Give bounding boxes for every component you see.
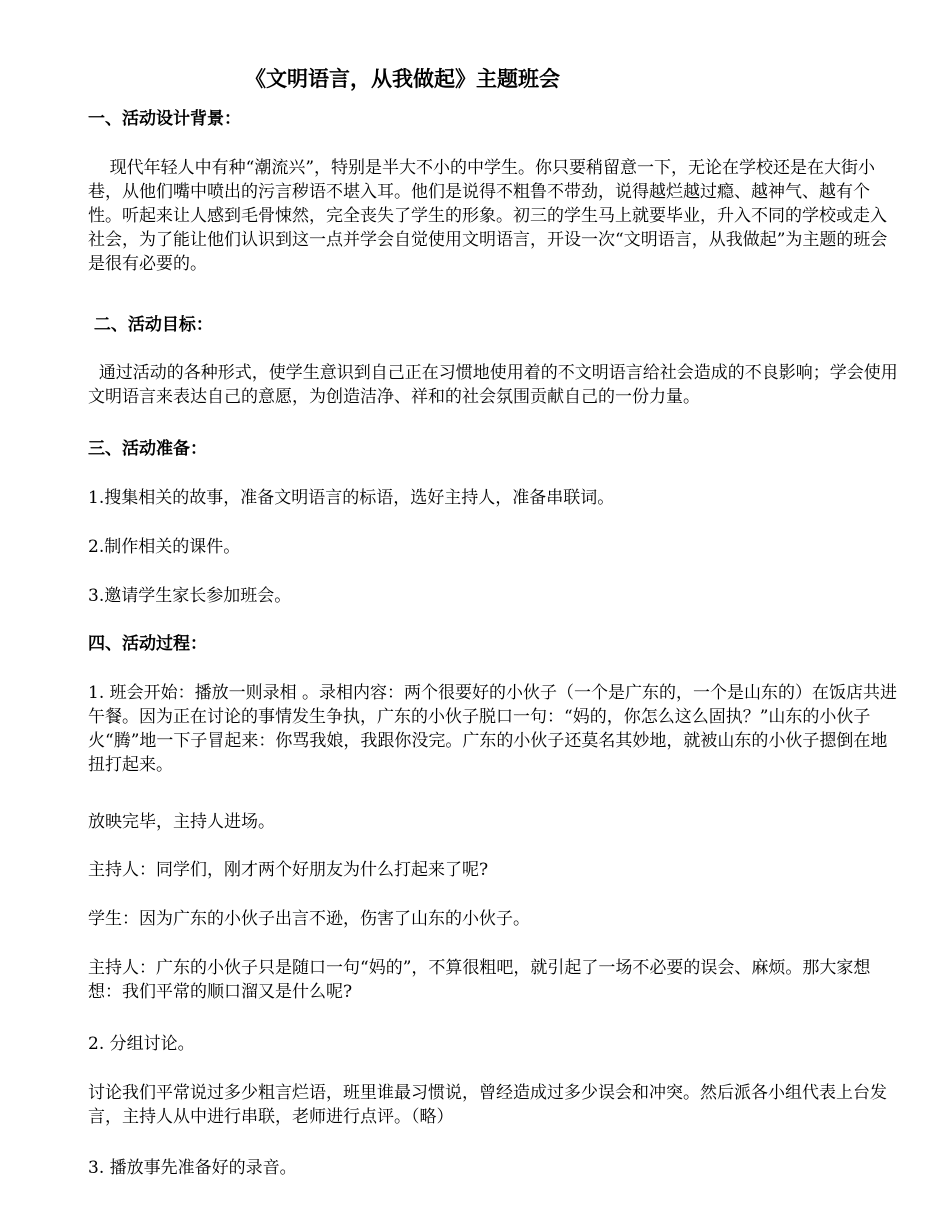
section-heading-background: 一、活动设计背景： bbox=[88, 109, 241, 129]
document-title: 《文明语言，从我做起》主题班会 bbox=[245, 66, 560, 91]
goal-paragraph: 通过活动的各种形式，使学生意识到自己正在习惯地使用着的不文明语言给社会造成的不良影响；学会使用文明语言来表达自己的意愿，为创造洁净、祥和的社会氛围贡献自己的一份力量。 bbox=[88, 363, 898, 407]
section-heading-goal: 二、活动目标： bbox=[88, 315, 213, 335]
background-paragraph: 现代年轻人中有种“潮流兴”，特别是半大不小的中学生。你只要稍留意一下，无论在学校还是在大街小巷，从他们嘴中喷出的污言秽语不堪入耳。他们是说得不粗鲁不带劲，说得越烂越过瘾、越神气、越有个性。听起来让人感到毛骨悚然，完全丧失了学生的形象。初三的学生马上就要毕业，升入不同的学校或走入社会，为了能让他们认识到这一点并学会自觉使用文明语言，开设一次“文明语言，从我做起”为主题的班会是很有必要的。 bbox=[88, 158, 888, 274]
section-heading-prep: 三、活动准备： bbox=[88, 439, 207, 459]
prep-item: 2.制作相关的课件。 bbox=[88, 537, 241, 557]
process-paragraph: 放映完毕，主持人进场。 bbox=[88, 812, 275, 832]
process-paragraph: 主持人：同学们，刚才两个好朋友为什么打起来了呢? bbox=[88, 860, 489, 880]
prep-item: 3.邀请学生家长参加班会。 bbox=[88, 586, 292, 606]
process-paragraph: 主持人：广东的小伙子只是随口一句“妈的”，不算很粗吧，就引起了一场不必要的误会、麻烦。那大家想想：我们平常的顺口溜又是什么呢? bbox=[88, 958, 871, 1002]
process-paragraph: 学生：因为广东的小伙子出言不逊，伤害了山东的小伙子。 bbox=[88, 909, 530, 929]
process-paragraph: 讨论我们平常说过多少粗言烂语，班里谁最习惯说，曾经造成过多少误会和冲突。然后派各小组代表上台发言，主持人从中进行串联，老师进行点评。（略） bbox=[88, 1083, 887, 1127]
process-paragraph: 2. 分组讨论。 bbox=[88, 1034, 195, 1054]
section-heading-process: 四、活动过程： bbox=[88, 634, 207, 654]
process-paragraph: 1. 班会开始：播放一则录相 。录相内容：两个很要好的小伙子（一个是广东的，一个是山东的）在饭店共进午餐。因为正在讨论的事情发生争执，广东的小伙子脱口一句：“妈的，你怎么这么固执？”山东的小伙子火“腾”地一下子冒起来：你骂我娘，我跟你没完。广东的小伙子还莫名其妙地，就被山东的小伙子摁倒在地扭打起来。 bbox=[88, 683, 898, 775]
prep-item: 1.搜集相关的故事，准备文明语言的标语，选好主持人，准备串联词。 bbox=[88, 488, 615, 508]
process-paragraph: 3. 播放事先准备好的录音。 bbox=[88, 1158, 297, 1178]
